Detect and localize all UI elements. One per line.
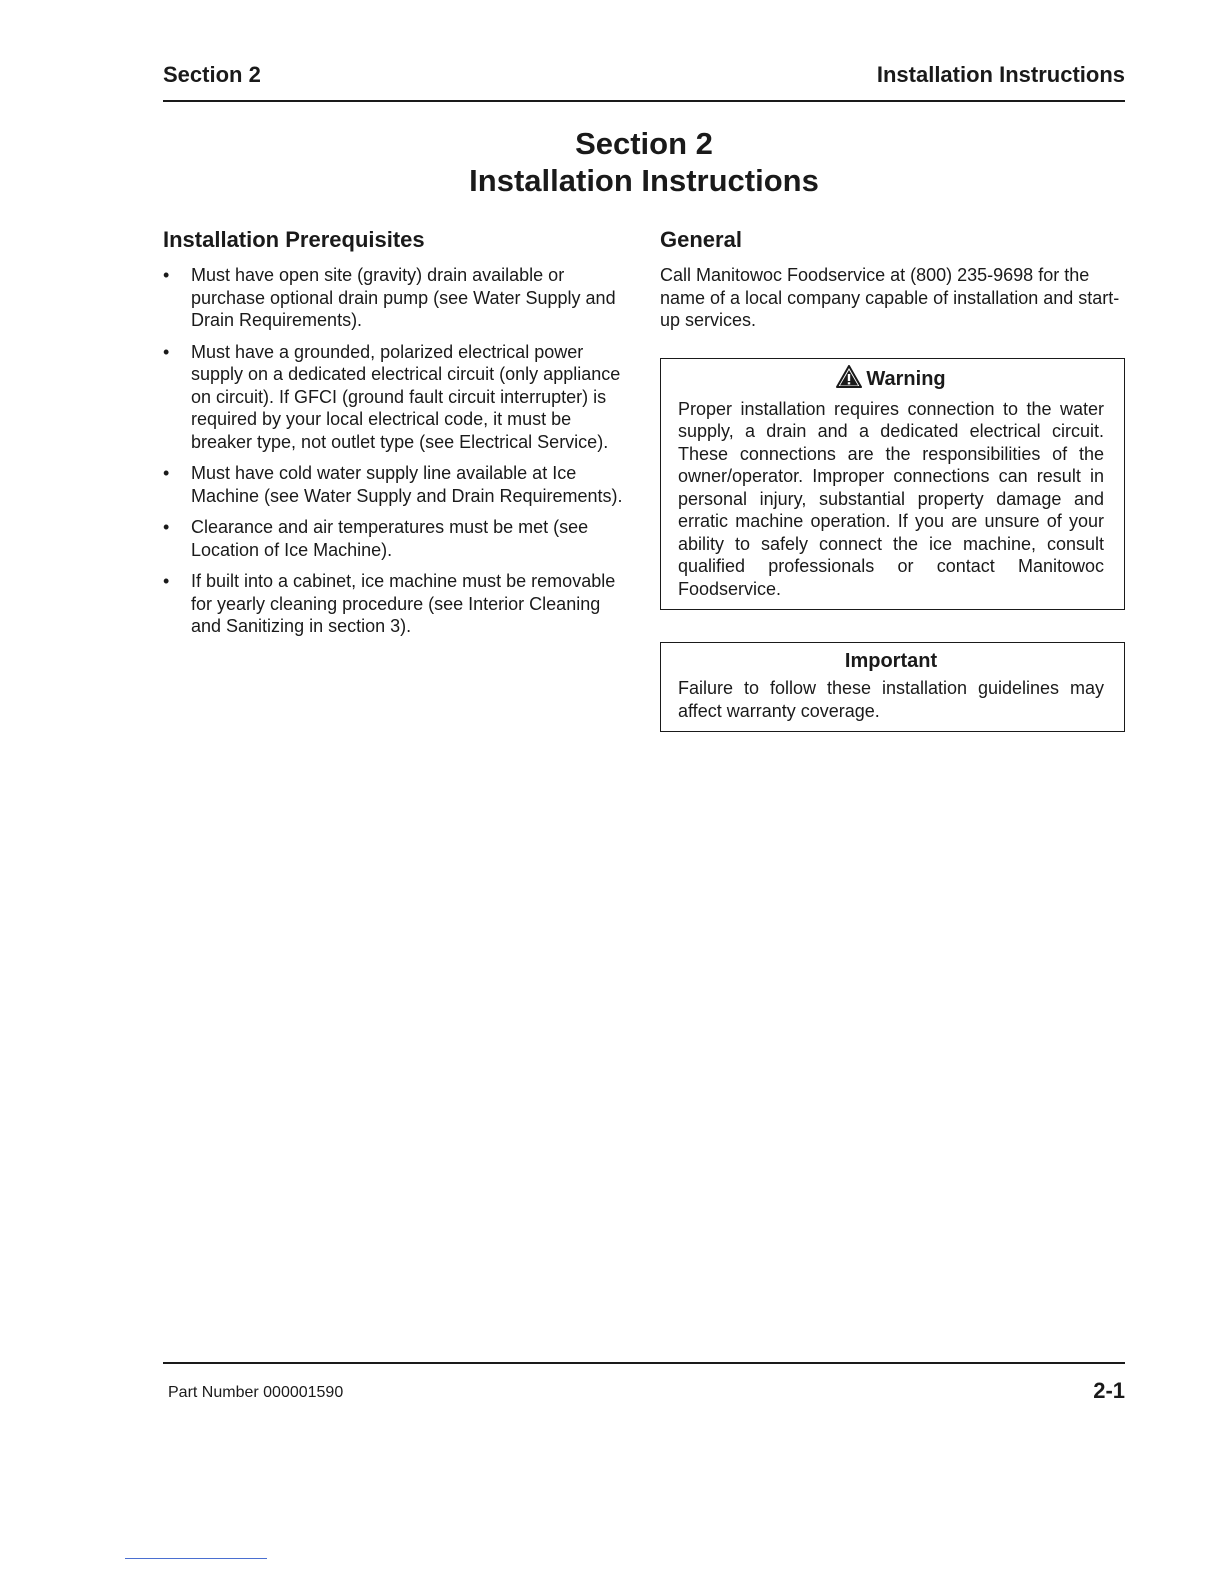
prerequisites-heading: Installation Prerequisites: [163, 227, 425, 252]
important-text: Failure to follow these installation guidelines may affect warranty coverage.: [678, 678, 1104, 721]
decorative-rule: [125, 1558, 267, 1559]
header-section-label: Section 2: [163, 62, 261, 87]
list-item: [163, 570, 628, 638]
bullet: •: [163, 341, 170, 362]
list-item-text: Must have open site (gravity) drain available or purchase optional drain pump (see Water Supply and Drain Requirements).: [191, 265, 616, 330]
prerequisites-list: [163, 264, 628, 638]
page-title-name: Installation Instructions: [469, 163, 819, 198]
page-title: [163, 125, 1125, 199]
important-box: [660, 642, 1125, 732]
header-chapter-title: Installation Instructions: [876, 62, 1125, 87]
list-item: [163, 462, 628, 507]
important-heading: Important: [844, 650, 938, 672]
list-item-text: If built into a cabinet, ice machine must be removable for yearly cleaning procedure (see Interior Cleaning and Sanitizing in section 3).: [191, 571, 616, 636]
part-number: Part Number 000001590: [168, 1384, 344, 1401]
general-text: Call Manitowoc Foodservice at (800) 235-9698 for the name of a local company capable of installation and start-up services.: [660, 265, 1120, 330]
page-title-section: Section 2: [575, 126, 713, 161]
running-header: [163, 58, 1125, 102]
warning-heading: Warning: [866, 367, 946, 390]
general-column: [660, 226, 1125, 732]
warning-triangle-icon: [836, 365, 862, 395]
list-item-text: Must have cold water supply line available at Ice Machine (see Water Supply and Drain Requirements).: [191, 463, 623, 506]
warning-box: [660, 358, 1125, 611]
running-footer: [163, 1362, 1125, 1414]
warning-text: Proper installation requires connection to the water supply, a drain and a dedicated electrical circuit. These connections are the responsibilities of the owner/operator. Improper connections can result in personal injury, substantial property damage and erratic machine operation. If you are unsure of your ability to safely connect the ice machine, consult qualified professionals or contact Manitowoc Foodservice.: [678, 398, 1104, 599]
prerequisites-column: [163, 226, 628, 647]
list-item-text: Clearance and air temperatures must be met (see Location of Ice Machine).: [191, 517, 589, 560]
list-item: [163, 264, 628, 332]
general-heading: General: [660, 227, 742, 252]
bullet: •: [163, 517, 170, 537]
list-item-text: Must have a grounded, polarized electrical power supply on a dedicated electrical circuit (only appliance on circuit). If GFCI (ground fault circuit interrupter) is required by your local electrical code, it must be breaker type, not outlet type (see Electrical Service).: [191, 341, 621, 452]
bullet: •: [163, 265, 170, 285]
page-number: 2-1: [1093, 1378, 1125, 1403]
list-item: [163, 341, 628, 454]
bullet: •: [163, 571, 170, 591]
bullet: •: [163, 463, 170, 483]
list-item: [163, 516, 628, 561]
warning-heading-row: [678, 365, 1104, 395]
